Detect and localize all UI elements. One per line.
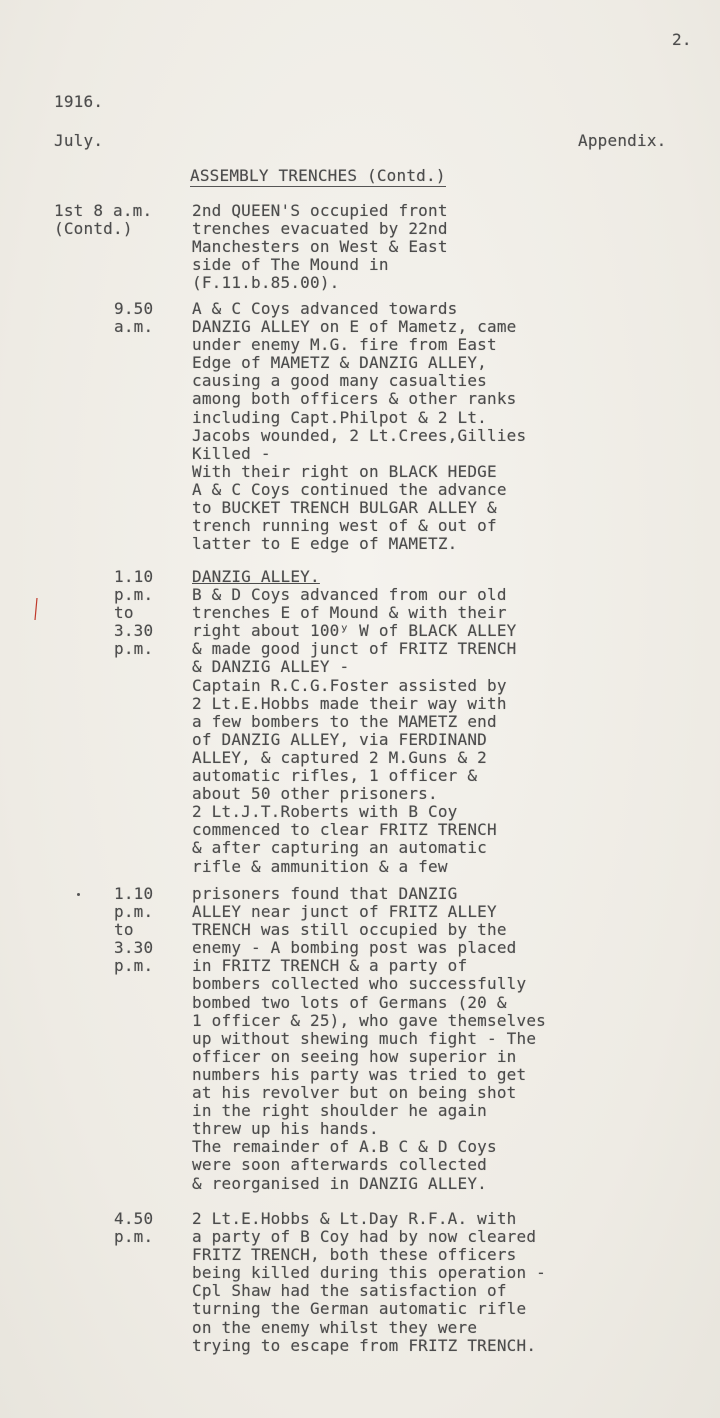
entry-line: rifle & ammunition & a few xyxy=(192,856,448,876)
entry-line: under enemy M.G. fire from East xyxy=(192,335,497,355)
entry-line: & made good junct of FRITZ TRENCH xyxy=(192,639,517,659)
entry-line: up without shewing much fight - The xyxy=(192,1028,537,1048)
time-line: p.m. xyxy=(114,639,154,659)
entry-line: (F.11.b.85.00). xyxy=(192,273,340,293)
entry-line: in FRITZ TRENCH & a party of xyxy=(192,956,468,976)
entry-line: 2 Lt.E.Hobbs made their way with xyxy=(192,693,507,713)
entry-line: trying to escape from FRITZ TRENCH. xyxy=(192,1335,537,1355)
entry-subheading: DANZIG ALLEY. xyxy=(192,567,320,586)
entry-line: A & C Coys continued the advance xyxy=(192,479,507,499)
entry-line: Killed - xyxy=(192,443,271,463)
entry-line: prisoners found that DANZIG xyxy=(192,884,458,903)
time-line: (Contd.) xyxy=(54,219,133,239)
diary-entry xyxy=(192,885,546,1193)
diary-entry xyxy=(192,300,526,553)
entry-line: B & D Coys advanced from our old xyxy=(192,585,507,605)
entry-line: Cpl Shaw had the satisfaction of xyxy=(192,1281,507,1301)
section-heading: ASSEMBLY TRENCHES (Contd.) xyxy=(190,166,446,185)
entry-line: causing a good many casualties xyxy=(192,371,487,391)
month-label: July. xyxy=(54,131,104,150)
entry-line: & after capturing an automatic xyxy=(192,838,487,858)
entry-line: in the right shoulder he again xyxy=(192,1101,487,1121)
entry-line: & reorganised in DANZIG ALLEY. xyxy=(192,1173,487,1193)
entry-line: latter to E edge of MAMETZ. xyxy=(192,534,458,554)
entry-line: among both officers & other ranks xyxy=(192,389,517,409)
entry-line: right about 100ʸ W of BLACK ALLEY xyxy=(192,621,517,641)
time-line: 3.30 xyxy=(114,938,154,958)
entry-line: trenches E of Mound & with their xyxy=(192,603,507,623)
time-line: p.m. xyxy=(114,902,154,922)
entry-time xyxy=(114,300,153,336)
diary-entry xyxy=(192,202,448,292)
entry-time xyxy=(114,1210,153,1246)
entry-time xyxy=(114,885,153,975)
entry-line: Captain R.C.G.Foster assisted by xyxy=(192,675,507,695)
entry-line: bombers collected who successfully xyxy=(192,974,527,994)
entry-line: to BUCKET TRENCH BULGAR ALLEY & xyxy=(192,498,497,518)
entry-line: on the enemy whilst they were xyxy=(192,1317,478,1337)
time-line: to xyxy=(114,920,134,940)
time-line: 1st 8 a.m. xyxy=(54,201,153,220)
entry-line: & DANZIG ALLEY - xyxy=(192,657,350,677)
time-line: a.m. xyxy=(114,317,154,337)
entry-line: about 50 other prisoners. xyxy=(192,784,438,804)
entry-line: DANZIG ALLEY on E of Mametz, came xyxy=(192,317,517,337)
entry-line: The remainder of A.B C & D Coys xyxy=(192,1137,497,1157)
time-line: to xyxy=(114,603,134,623)
entry-line: ALLEY, & captured 2 M.Guns & 2 xyxy=(192,747,487,767)
entry-line: TRENCH was still occupied by the xyxy=(192,920,507,940)
diary-entry xyxy=(192,568,516,876)
diary-entry xyxy=(192,1210,546,1355)
entry-line: Edge of MAMETZ & DANZIG ALLEY, xyxy=(192,353,487,373)
year-label: 1916. xyxy=(54,92,104,111)
entry-line: numbers his party was tried to get xyxy=(192,1064,527,1084)
entry-line: of DANZIG ALLEY, via FERDINAND xyxy=(192,729,487,749)
page-number: 2. xyxy=(672,30,692,49)
time-line: 3.30 xyxy=(114,621,154,641)
entry-line: A & C Coys advanced towards xyxy=(192,299,458,318)
appendix-label: Appendix. xyxy=(578,131,667,150)
time-line: p.m. xyxy=(114,956,154,976)
time-line: 4.50 xyxy=(114,1209,154,1228)
entry-line: With their right on BLACK HEDGE xyxy=(192,461,497,481)
entry-line: 2nd QUEEN'S occupied front xyxy=(192,201,448,220)
entry-line: 1 officer & 25), who gave themselves xyxy=(192,1010,546,1030)
entry-line: side of The Mound in xyxy=(192,255,389,275)
pencil-stroke xyxy=(35,598,37,620)
entry-line: enemy - A bombing post was placed xyxy=(192,938,517,958)
entry-line: at his revolver but on being shot xyxy=(192,1083,517,1103)
time-line: 9.50 xyxy=(114,299,154,318)
time-line: 1.10 xyxy=(114,567,154,586)
entry-line: Jacobs wounded, 2 Lt.Crees,Gillies xyxy=(192,425,527,445)
entry-line: ALLEY near junct of FRITZ ALLEY xyxy=(192,902,497,922)
entry-line: 2 Lt.E.Hobbs & Lt.Day R.F.A. with xyxy=(192,1209,517,1228)
ink-speck xyxy=(77,893,80,896)
entry-line: were soon afterwards collected xyxy=(192,1155,487,1175)
time-line: p.m. xyxy=(114,585,154,605)
entry-line: Manchesters on West & East xyxy=(192,237,448,257)
entry-line: threw up his hands. xyxy=(192,1119,379,1139)
entry-line: commenced to clear FRITZ TRENCH xyxy=(192,820,497,840)
entry-line: being killed during this operation - xyxy=(192,1263,546,1283)
time-line: 1.10 xyxy=(114,884,154,903)
time-line: p.m. xyxy=(114,1227,154,1247)
entry-line: bombed two lots of Germans (20 & xyxy=(192,992,507,1012)
entry-time xyxy=(114,568,153,658)
entry-line: trenches evacuated by 22nd xyxy=(192,219,448,239)
entry-line: a few bombers to the MAMETZ end xyxy=(192,711,497,731)
entry-line: turning the German automatic rifle xyxy=(192,1299,527,1319)
entry-line: 2 Lt.J.T.Roberts with B Coy xyxy=(192,802,458,822)
entry-line: FRITZ TRENCH, both these officers xyxy=(192,1245,517,1265)
entry-line: a party of B Coy had by now cleared xyxy=(192,1227,537,1247)
entry-line: automatic rifles, 1 officer & xyxy=(192,766,478,786)
entry-line: officer on seeing how superior in xyxy=(192,1046,517,1066)
entry-time xyxy=(54,202,152,238)
red-pencil-mark xyxy=(34,598,38,620)
entry-line: including Capt.Philpot & 2 Lt. xyxy=(192,407,487,427)
entry-line: trench running west of & out of xyxy=(192,516,497,536)
